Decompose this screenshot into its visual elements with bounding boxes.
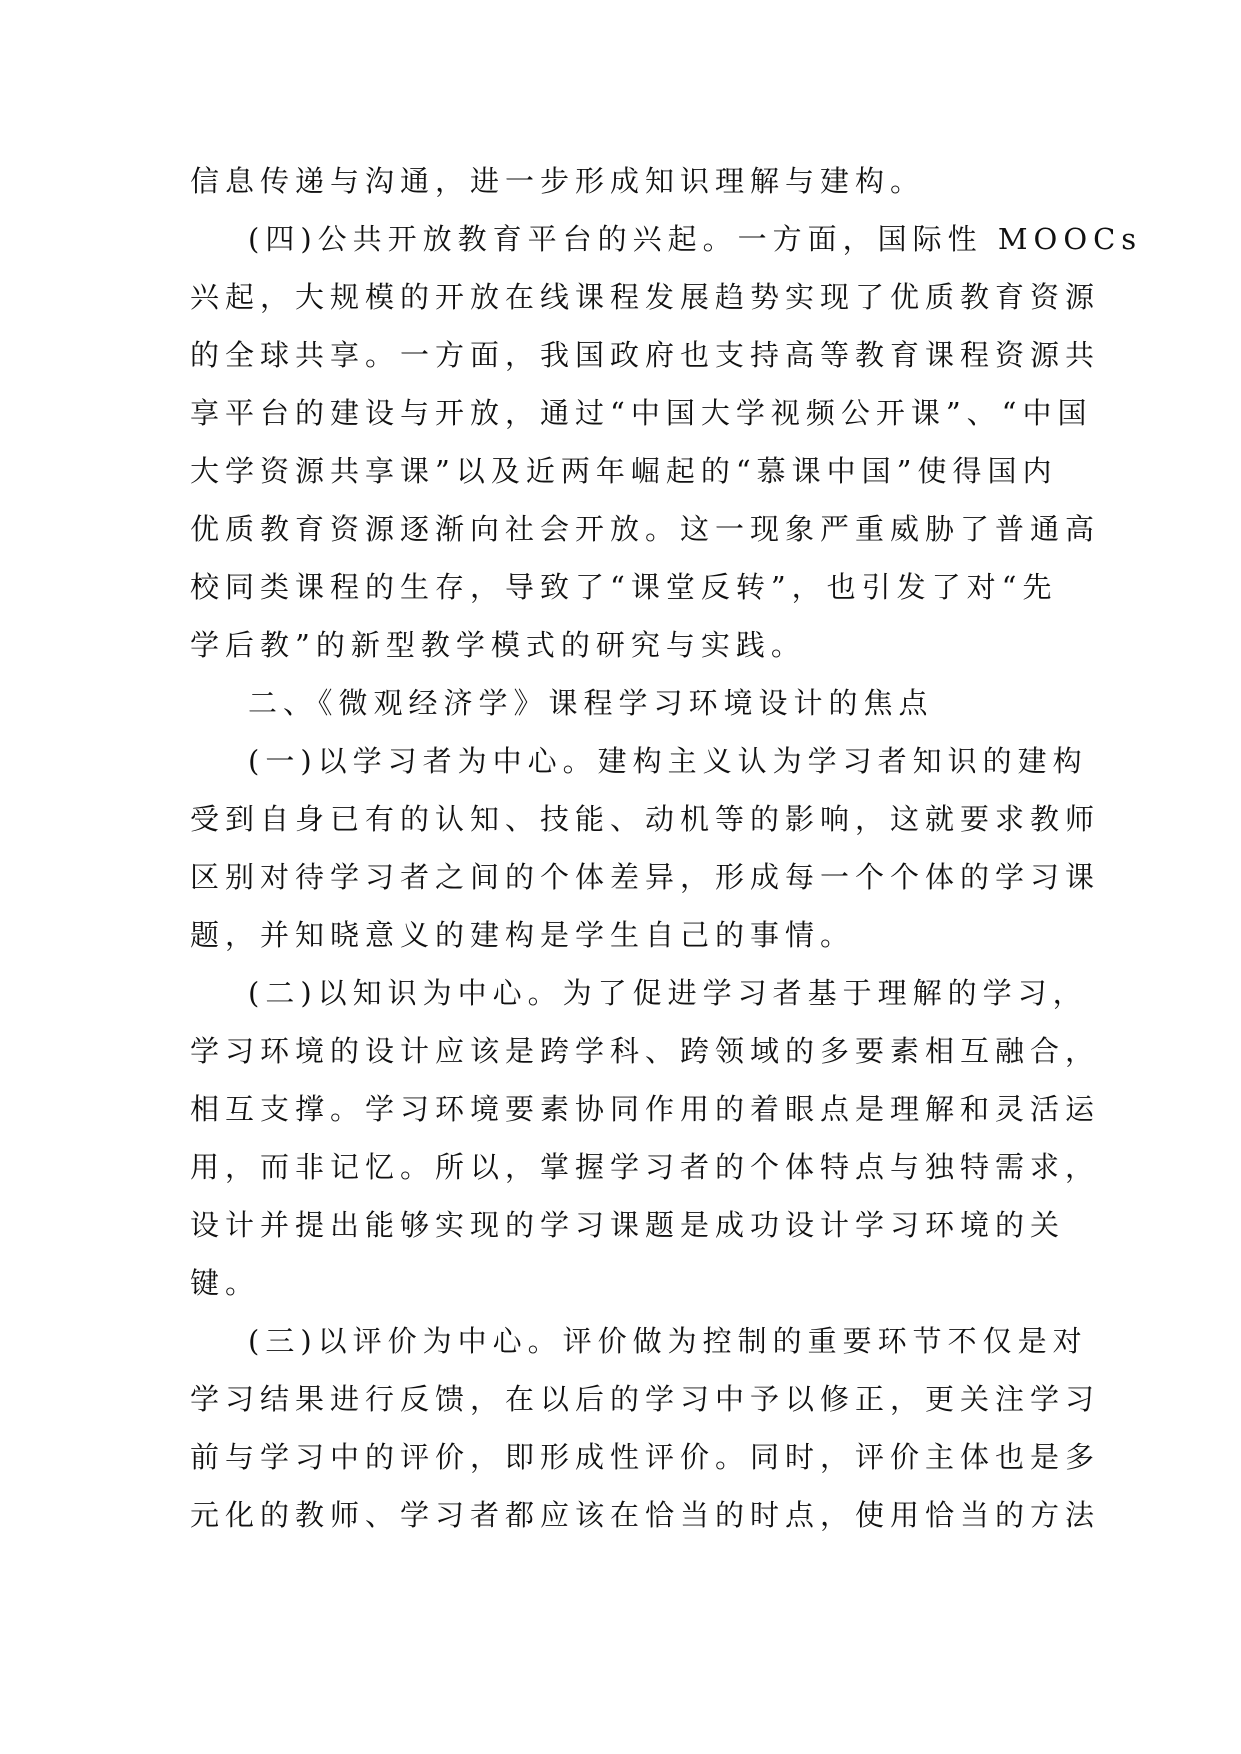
- text-line: 信息传递与沟通，进一步形成知识理解与建构。: [190, 164, 926, 198]
- text-line: 兴起，大规模的开放在线课程发展趋势实现了优质教育资源: [190, 280, 1101, 314]
- text-line: 大学资源共享课”以及近两年崛起的“慕课中国”使得国内: [190, 454, 1058, 488]
- text-line: 设计并提出能够实现的学习课题是成功设计学习环境的关: [190, 1208, 1066, 1242]
- text-line: 学后教”的新型教学模式的研究与实践。: [190, 628, 806, 662]
- text-line: 的全球共享。一方面，我国政府也支持高等教育课程资源共: [190, 338, 1101, 372]
- text-line: 相互支撑。学习环境要素协同作用的着眼点是理解和灵活运: [190, 1092, 1101, 1126]
- text-line: 元化的教师、学习者都应该在恰当的时点，使用恰当的方法: [190, 1498, 1101, 1532]
- paragraph-2-first-line: (二)以知识为中心。为了促进学习者基于理解的学习，: [248, 976, 1088, 1010]
- text-line: 学习环境的设计应该是跨学科、跨领域的多要素相互融合，: [190, 1034, 1101, 1068]
- body-text: [190, 152, 1143, 1544]
- text-line: 题，并知晓意义的建构是学生自己的事情。: [190, 918, 856, 952]
- text-line: 享平台的建设与开放，通过“中国大学视频公开课”、“中国: [190, 396, 1093, 430]
- text-line: 优质教育资源逐渐向社会开放。这一现象严重威胁了普通高: [190, 512, 1101, 546]
- text-line: 受到自身已有的认知、技能、动机等的影响，这就要求教师: [190, 802, 1101, 836]
- paragraph-3-first-line: (三)以评价为中心。评价做为控制的重要环节不仅是对: [248, 1324, 1088, 1358]
- text-line: 学习结果进行反馈，在以后的学习中予以修正，更关注学习: [190, 1382, 1101, 1416]
- text-line: 前与学习中的评价，即形成性评价。同时，评价主体也是多: [190, 1440, 1101, 1474]
- text-line: 校同类课程的生存，导致了“课堂反转”，也引发了对“先: [190, 570, 1058, 604]
- paragraph-1-first-line: (一)以学习者为中心。建构主义认为学习者知识的建构: [248, 744, 1088, 778]
- text-line: 键。: [190, 1266, 261, 1300]
- text-line: 区别对待学习者之间的个体差异，形成每一个个体的学习课: [190, 860, 1101, 894]
- paragraph-4-first-line: (四)公共开放教育平台的兴起。一方面，国际性 MOOCs: [248, 222, 1143, 256]
- text-line: 用，而非记忆。所以，掌握学习者的个体特点与独特需求，: [190, 1150, 1101, 1184]
- section-heading: 二、《微观经济学》课程学习环境设计的焦点: [248, 686, 934, 720]
